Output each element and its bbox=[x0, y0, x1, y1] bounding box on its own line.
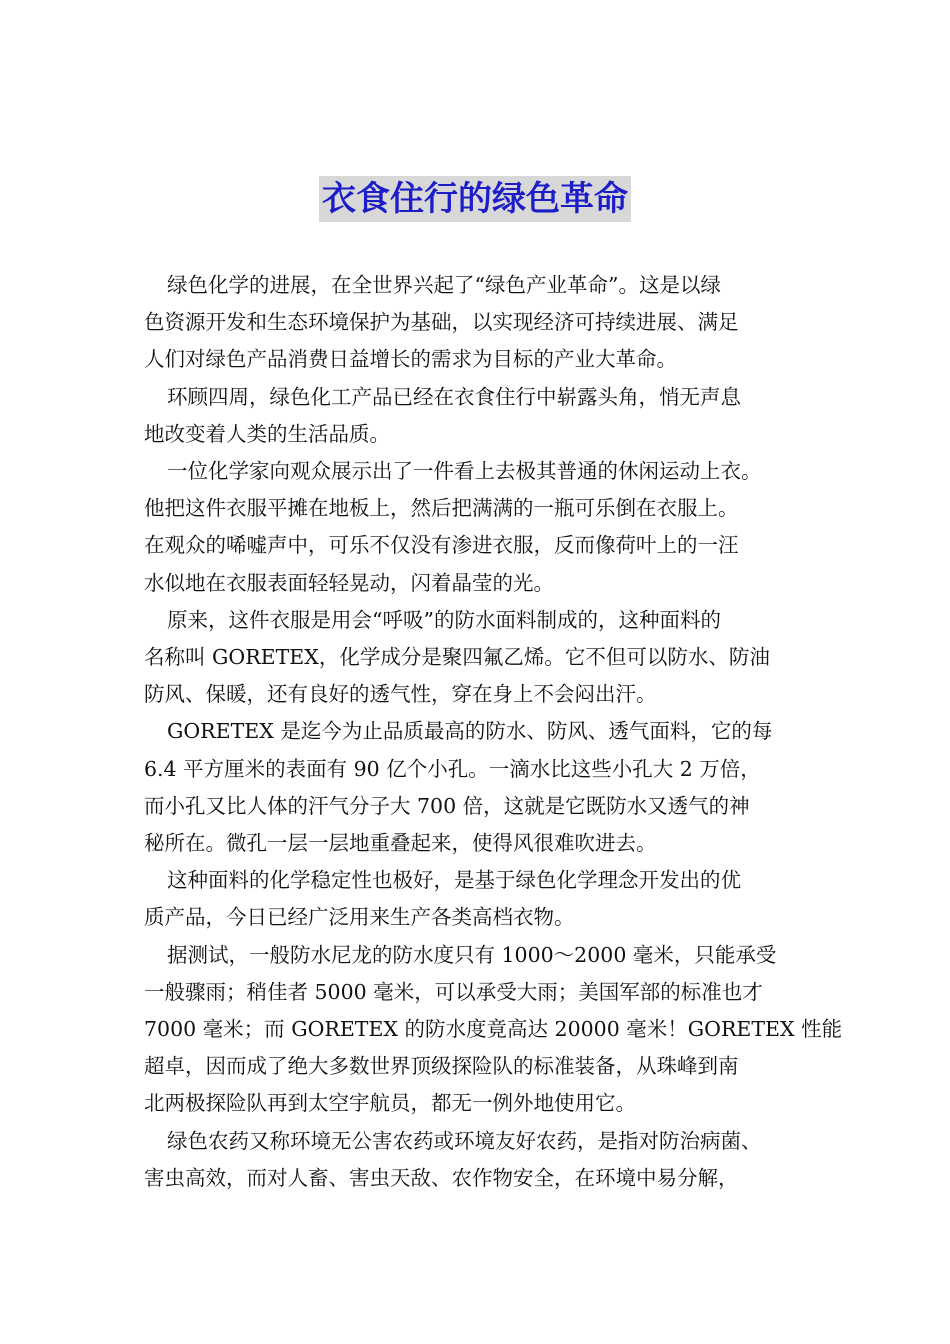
paragraph-line: 地改变着人类的生活品质。 bbox=[144, 421, 390, 446]
paragraph-line: 在观众的唏嘘声中，可乐不仅没有渗进衣服，反而像荷叶上的一汪 bbox=[144, 533, 739, 558]
paragraph-line: 水似地在衣服表面轻轻晃动，闪着晶莹的光。 bbox=[144, 570, 554, 595]
paragraph-line: 一般骤雨；稍佳者 5000 毫米，可以承受大雨；美国军部的标准也才 bbox=[144, 979, 763, 1004]
paragraph-line: 他把这件衣服平摊在地板上，然后把满满的一瓶可乐倒在衣服上。 bbox=[144, 496, 739, 521]
paragraph bbox=[144, 602, 809, 714]
paragraph-line: 绿色农药又称环境无公害农药或环境友好农药，是指对防治病菌、 bbox=[167, 1128, 762, 1153]
paragraph-line: 害虫高效，而对人畜、害虫天敌、农作物安全，在环境中易分解， bbox=[144, 1165, 739, 1190]
title-container bbox=[0, 176, 950, 222]
paragraph-line: 据测试，一般防水尼龙的防水度只有 1000～2000 毫米，只能承受 bbox=[167, 942, 777, 967]
paragraph-line: 环顾四周，绿色化工产品已经在衣食住行中崭露头角，悄无声息 bbox=[167, 384, 741, 409]
paragraph-line: 而小孔又比人体的汗气分子大 700 倍，这就是它既防水又透气的神 bbox=[144, 793, 750, 818]
paragraph-line: 6.4 平方厘米的表面有 90 亿个小孔。一滴水比这些小孔大 2 万倍， bbox=[144, 756, 761, 781]
paragraph-line: 防风、保暖，还有良好的透气性，穿在身上不会闷出汗。 bbox=[144, 682, 657, 707]
paragraph-line: 名称叫 GORETEX，化学成分是聚四氟乙烯。它不但可以防水、防油 bbox=[144, 645, 770, 670]
paragraph bbox=[144, 267, 809, 379]
paragraph bbox=[144, 862, 809, 936]
paragraph bbox=[144, 937, 843, 1123]
paragraph-line: 一位化学家向观众展示出了一件看上去极其普通的休闲运动上衣。 bbox=[167, 459, 762, 484]
paragraph-line: 色资源开发和生态环境保护为基础，以实现经济可持续进展、满足 bbox=[144, 310, 739, 335]
paragraph-line: 北两极探险队再到太空宇航员，都无一例外地使用它。 bbox=[144, 1091, 636, 1116]
document-title: 衣食住行的绿色革命 bbox=[319, 176, 631, 222]
paragraph-line: 超卓，因而成了绝大多数世界顶级探险队的标准装备，从珠峰到南 bbox=[144, 1054, 739, 1079]
paragraph-line: 质产品，今日已经广泛用来生产各类高档衣物。 bbox=[144, 905, 575, 930]
paragraph-line: GORETEX 是迄今为止品质最高的防水、防风、透气面料，它的每 bbox=[167, 719, 773, 744]
paragraph bbox=[144, 453, 809, 602]
paragraph bbox=[144, 379, 809, 453]
paragraph-line: 人们对绿色产品消费日益增长的需求为目标的产业大革命。 bbox=[144, 347, 677, 372]
paragraph bbox=[144, 1123, 809, 1197]
paragraph-line: 绿色化学的进展，在全世界兴起了“绿色产业革命”。这是以绿 bbox=[167, 273, 721, 297]
paragraph-line: 秘所在。微孔一层一层地重叠起来，使得风很难吹进去。 bbox=[144, 831, 657, 856]
paragraph-line: 这种面料的化学稳定性也极好，是基于绿色化学理念开发出的优 bbox=[167, 868, 741, 893]
paragraph-line: 原来，这件衣服是用会“呼吸”的防水面料制成的，这种面料的 bbox=[167, 607, 721, 632]
paragraph-line: 7000 毫米；而 GORETEX 的防水度竟高达 20000 毫米！GORETEX 性能 bbox=[144, 1017, 843, 1042]
document-body bbox=[144, 267, 843, 1197]
paragraph bbox=[144, 713, 809, 862]
